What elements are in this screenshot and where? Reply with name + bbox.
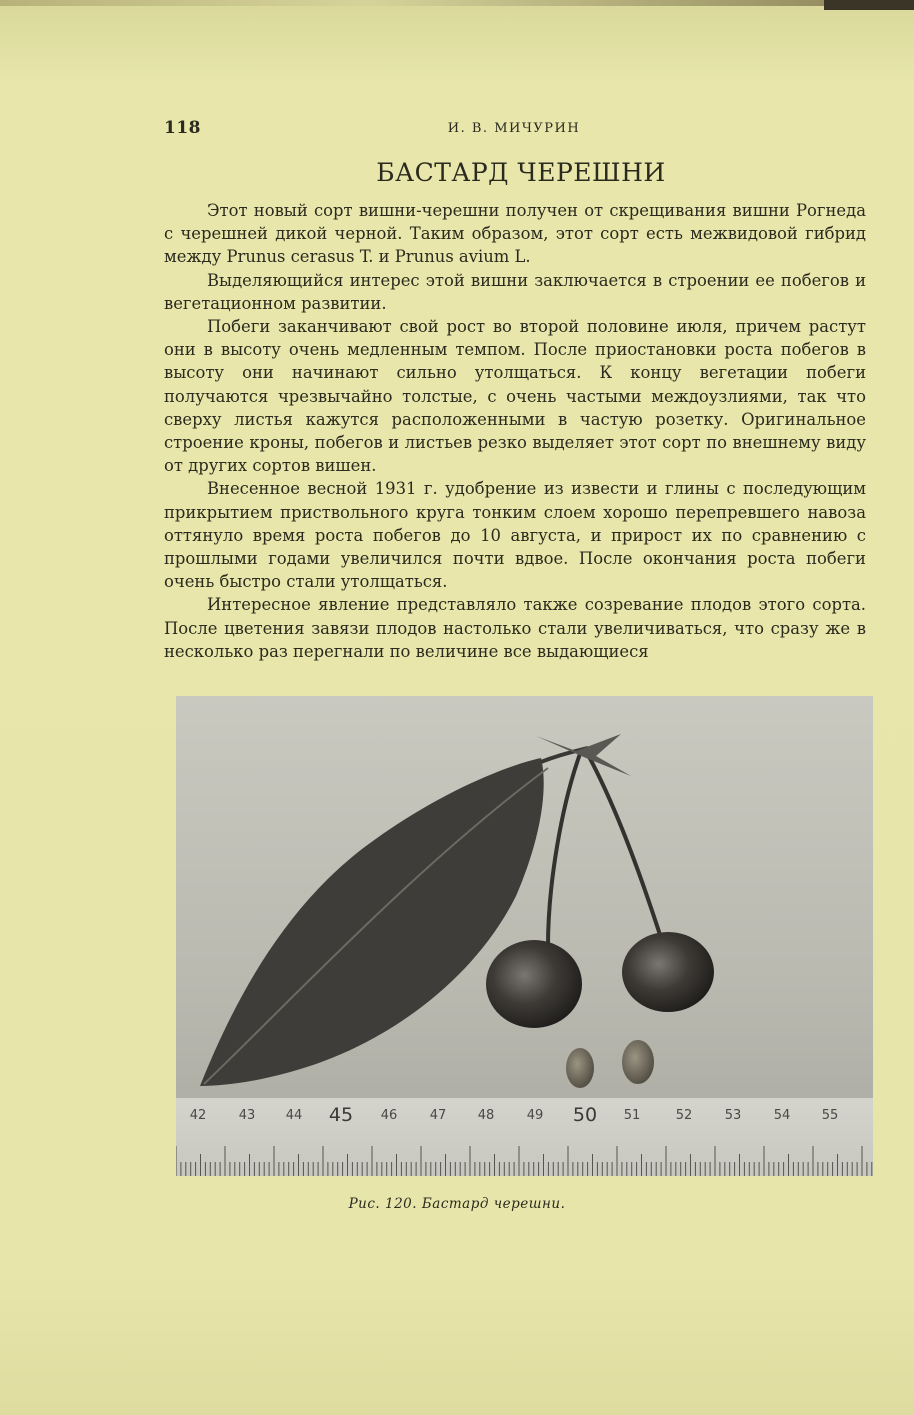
page-corner-shadow [824,0,914,10]
ruler-number: 46 [380,1108,398,1123]
ruler-number: 44 [285,1108,303,1123]
article-title: БАСТАРД ЧЕРЕШНИ [376,158,666,187]
ruler-number: 52 [675,1108,693,1123]
page-header [164,118,864,142]
ruler-number: 47 [429,1108,447,1123]
paragraph: Побеги заканчивают свой рост во второй половине июля, причем растут они в высоту очень медленным темпом. После приостановки роста побегов в высоту они начинают сильно утолщаться. К концу вегетации побеги получаются чрезвычайно толстые, с очень частыми междоузлиями, так что сверху листья кажутся расположенными в частую розетку. Оригинальное строение кроны, побегов и листьев резко выделяет этот сорт по внешнему виду от других сортов вишен. [164,317,866,476]
page-number: 118 [164,118,201,138]
bract-leaflets [536,734,631,776]
paragraph: Интересное явление представляло также созревание плодов этого сорта. После цветения завязи плодов настолько стали увеличиваться, что сразу же в несколько раз перегнали по величине все выдающиеся [164,595,866,661]
measuring-ruler [176,1098,873,1176]
ruler-number: 53 [724,1108,742,1123]
paragraph: Внесенное весной 1931 г. удобрение из извести и глины с последующим прикрытием приствольного круга тонким слоем хорошо перепревшего навоза оттянуло время роста побегов до 10 августа, и прирост их по сравнению с прошлыми годами увеличился почти вдвое. После окончания роста побеги очень быстро стали утолщаться. [164,479,866,592]
cherry-photo [176,696,873,1176]
cherry-left [486,940,582,1028]
running-head: И. В. МИЧУРИН [447,121,581,136]
ruler-number: 54 [773,1108,791,1123]
ruler-number: 49 [526,1108,544,1123]
cherry-pit-right [622,1040,654,1084]
ruler-number: 42 [189,1108,207,1123]
article-body [164,199,866,663]
cherry-stem-left [548,751,581,946]
ruler-number: 55 [821,1108,839,1123]
ruler-number: 45 [328,1104,354,1126]
ruler-number: 50 [572,1104,598,1126]
ruler-number: 43 [238,1108,256,1123]
figure-caption: Рис. 120. Бастард черешни. [348,1196,566,1212]
paragraph: Этот новый сорт вишни-черешни получен от скрещивания вишни Рогнеда с черешней дикой черной. Таким образом, этот сорт есть межвидовой гибрид между Prunus cerasus T. и Prunus avium L. [164,201,866,267]
cherry-right [622,932,714,1012]
ruler-number: 48 [477,1108,495,1123]
cherry-illustration [176,696,873,1098]
page-top-edge [0,0,914,6]
cherry-pit-left [566,1048,594,1088]
paragraph: Выделяющийся интерес этой вишни заключается в строении ее побегов и вегетационном развитии. [164,270,866,313]
ruler-ticks [176,1098,873,1176]
cherry-stem-right [586,751,662,941]
ruler-number: 51 [623,1108,641,1123]
